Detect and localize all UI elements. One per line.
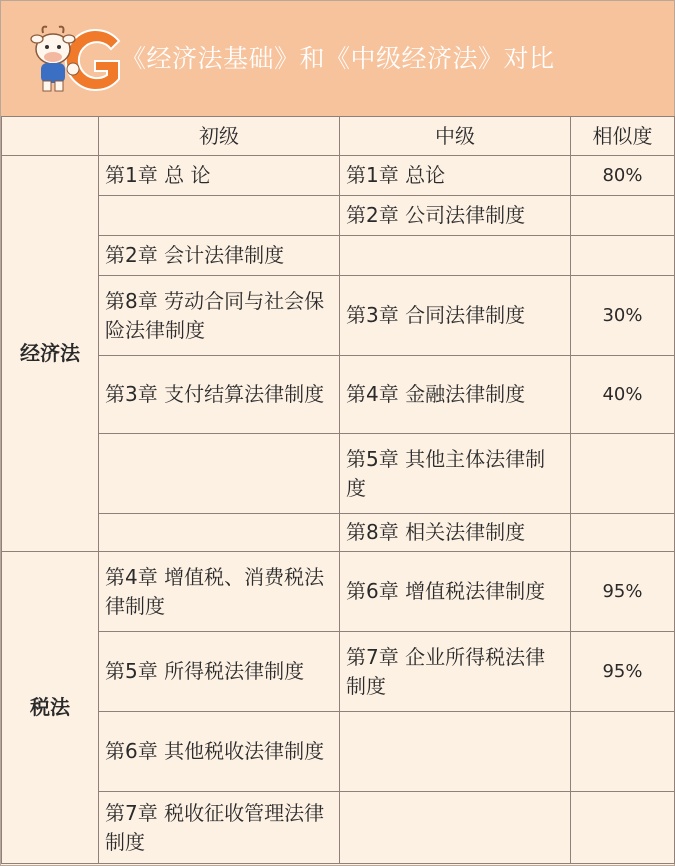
junior-chapter-cell: 第8章 劳动合同与社会保险法律制度 [99,276,340,356]
similarity-cell: 40% [571,356,675,434]
similarity-cell: 95% [571,632,675,712]
table-row [2,552,675,632]
column-header-category [2,117,99,156]
junior-chapter-cell: 第5章 所得税法律制度 [99,632,340,712]
intermediate-chapter-cell [340,712,571,792]
category-cell: 税法 [2,552,99,864]
similarity-cell [571,792,675,864]
table-row [2,514,675,552]
intermediate-chapter-cell: 第4章 金融法律制度 [340,356,571,434]
intermediate-chapter-cell: 第7章 企业所得税法律制度 [340,632,571,712]
table-row [2,632,675,712]
junior-chapter-cell [99,514,340,552]
column-header-similarity: 相似度 [571,117,675,156]
table-row [2,712,675,792]
similarity-cell [571,434,675,514]
junior-chapter-cell [99,434,340,514]
similarity-cell [571,196,675,236]
table-row [2,156,675,196]
table-row [2,196,675,236]
table-row [2,792,675,864]
junior-chapter-cell: 第7章 税收征收管理法律制度 [99,792,340,864]
column-header-junior: 初级 [99,117,340,156]
column-header-intermediate: 中级 [340,117,571,156]
table-row [2,356,675,434]
intermediate-chapter-cell: 第1章 总论 [340,156,571,196]
intermediate-chapter-cell: 第5章 其他主体法律制度 [340,434,571,514]
similarity-cell: 30% [571,276,675,356]
intermediate-chapter-cell: 第2章 公司法律制度 [340,196,571,236]
junior-chapter-cell: 第3章 支付结算法律制度 [99,356,340,434]
comparison-table [1,116,675,864]
similarity-cell [571,712,675,792]
page-title: 《经济法基础》和《中级经济法》对比 [121,44,555,73]
junior-chapter-cell: 第2章 会计法律制度 [99,236,340,276]
similarity-cell [571,514,675,552]
table-row [2,276,675,356]
intermediate-chapter-cell: 第8章 相关法律制度 [340,514,571,552]
junior-chapter-cell [99,196,340,236]
similarity-cell: 95% [571,552,675,632]
similarity-cell: 80% [571,156,675,196]
table-header-row [2,117,675,156]
intermediate-chapter-cell: 第6章 增值税法律制度 [340,552,571,632]
intermediate-chapter-cell: 第3章 合同法律制度 [340,276,571,356]
junior-chapter-cell: 第1章 总 论 [99,156,340,196]
mascot-logo-icon [23,19,133,101]
intermediate-chapter-cell [340,792,571,864]
table-row [2,434,675,514]
table-row [2,236,675,276]
category-cell: 经济法 [2,156,99,552]
junior-chapter-cell: 第6章 其他税收法律制度 [99,712,340,792]
junior-chapter-cell: 第4章 增值税、消费税法律制度 [99,552,340,632]
header-banner [1,1,674,117]
intermediate-chapter-cell [340,236,571,276]
similarity-cell [571,236,675,276]
